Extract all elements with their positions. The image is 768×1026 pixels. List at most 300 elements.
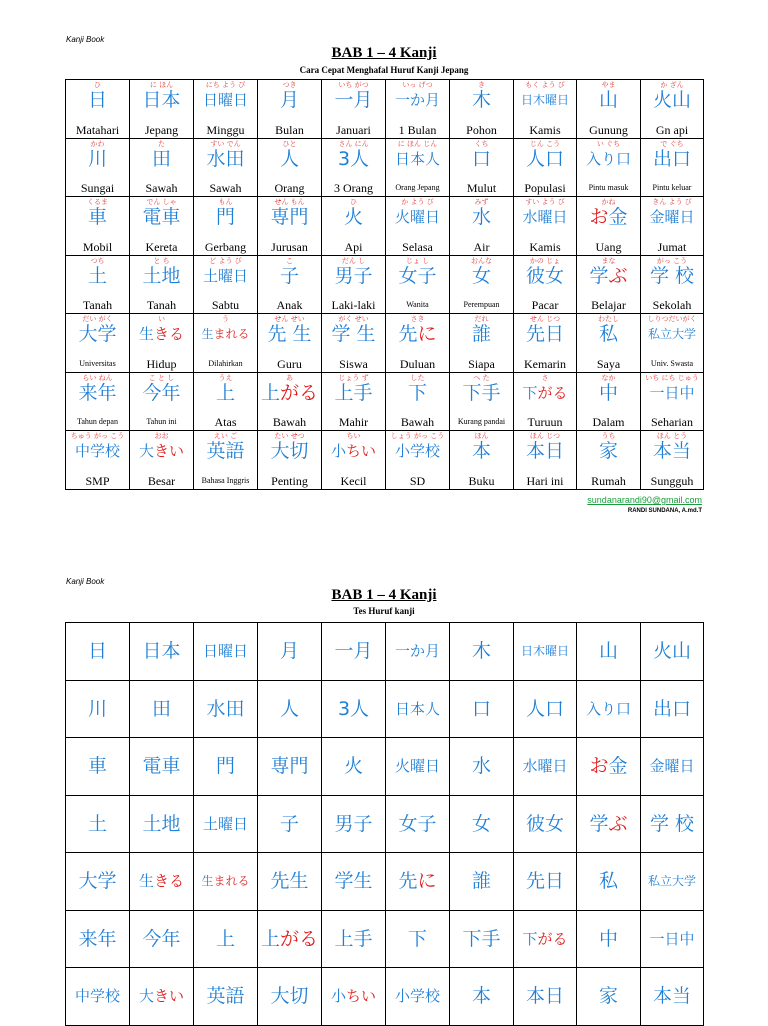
kanji-text [258,753,321,779]
meaning: 1 Bulan [398,123,437,137]
table-row [66,680,704,738]
furigana: だれ [474,315,489,323]
kanji-segment: 金 [608,206,628,228]
furigana: へ た [473,373,490,382]
kanji-segment: 大学 [78,323,117,345]
kanji-segment: 川 [87,147,107,170]
meaning: Sekolah [652,299,692,312]
kanji-segment: 生 [138,872,154,891]
kanji-test-cell [386,968,450,1026]
furigana: じょう ず [338,373,369,382]
kanji-segment: 入り口 [585,699,631,718]
kanji-test-cell [641,795,704,853]
kanji-cell [258,431,322,490]
kanji-cell [322,255,386,314]
kanji-test-cell [258,623,322,681]
kanji-text [577,811,640,837]
kanji-cell [194,80,258,139]
kanji-test-cell [194,623,258,681]
furigana: らい ねん [82,373,113,382]
kanji-test-cell [258,910,322,968]
kanji-cell [450,138,514,197]
kanji-text [514,440,576,462]
furigana: くち [474,139,489,148]
kanji-test-cell [130,853,194,911]
meaning: Tanah [82,299,113,312]
kanji-cell [641,197,704,256]
kanji-segment: 山 [598,640,618,663]
table-row [66,314,704,373]
kanji-text [258,868,321,894]
furigana: にち よう び [205,81,246,89]
table-row [66,255,704,314]
kanji-test-cell [322,680,386,738]
kanji-text [514,696,576,722]
kanji-text [577,696,640,722]
kanji-cell [514,255,577,314]
kanji-test-cell [514,795,577,853]
kanji-segment: 口 [471,147,491,170]
kanji-test-cell [258,795,322,853]
meaning: SMP [85,474,110,488]
furigana: せん せい [274,315,305,323]
kanji-test-cell [514,680,577,738]
kanji-cell [514,138,577,197]
kanji-segment: 電車 [142,206,181,228]
kanji-text [450,265,513,287]
kanji-text [577,983,640,1009]
furigana: ほん じつ [529,432,561,440]
kanji-segment: 女 [471,812,491,835]
furigana: すい よう び [525,198,565,206]
furigana: たい せつ [274,432,305,440]
furigana: ひ [350,198,357,206]
furigana: えい ご [213,432,238,440]
okurigana-segment: がる [537,383,568,402]
author-name: RANDI SUNDANA, A.md.T [627,508,702,514]
meaning: Penting [271,474,308,488]
kanji-cell [450,372,514,431]
furigana: きん よう び [652,198,692,206]
meaning: Sungai [80,182,115,195]
kanji-text [641,983,703,1009]
kanji-segment: 誰 [471,870,491,893]
kanji-segment: 月 [279,640,299,663]
kanji-text [66,323,129,345]
kanji-cell [514,372,577,431]
furigana: じょ し [405,256,430,265]
meaning: Populasi [524,182,566,195]
kanji-segment: 土地 [142,812,181,835]
furigana: う [222,315,229,323]
kanji-text [130,983,193,1009]
kanji-segment: 本日 [525,440,564,462]
kanji-cell [577,197,641,256]
okurigana-segment: に [417,870,437,893]
meaning: Hidup [146,357,177,371]
kanji-segment: 上 [260,927,280,950]
kanji-segment: 私立大学 [647,327,696,341]
kanji-segment: 日本人 [394,699,440,718]
author-email-link[interactable]: sundanarandi90@gmail.com [587,495,702,505]
kanji-test-cell [322,853,386,911]
kanji-text [322,323,385,345]
kanji-segment: 電車 [142,755,181,778]
furigana: い ぐち [596,139,621,148]
kanji-test-cell [130,623,194,681]
kanji-text [386,265,449,287]
furigana: だい がく [82,315,113,323]
kanji-cell [66,80,130,139]
kanji-test-cell [194,795,258,853]
kanji-test-cell [641,910,704,968]
kanji-segment: 日 [87,640,107,663]
kanji-text [130,148,193,170]
kanji-segment: 本 [471,985,491,1008]
furigana: やま [601,81,616,89]
kanji-cell [450,314,514,373]
kanji-segment: 日本 [142,89,181,111]
kanji-segment: 日本人 [394,149,440,168]
table-row [66,372,704,431]
okurigana-segment: お [589,206,609,228]
kanji-segment: 口 [471,697,491,720]
kanji-test-cell [577,853,641,911]
kanji-cell [577,314,641,373]
table-row [66,197,704,256]
kanji-text [130,868,193,894]
kanji-test-cell [322,623,386,681]
kanji-segment: 人 [279,697,299,720]
kanji-cell [514,197,577,256]
kanji-cell [641,80,704,139]
furigana: こ と し [148,373,175,382]
furigana: でん しゃ [146,198,177,206]
kanji-segment: 水曜日 [522,208,568,226]
furigana: かね [601,198,616,206]
furigana: ひと [282,139,297,148]
kanji-text [66,440,129,462]
kanji-segment: 山 [598,89,618,111]
kanji-text [130,323,193,345]
kanji-text [450,323,513,345]
kanji-test-cell [194,968,258,1026]
kanji-cell [66,372,130,431]
meaning: Dalam [592,416,625,429]
kanji-test-cell [258,738,322,796]
kanji-text [386,206,449,228]
furigana: せん じつ [529,315,561,323]
kanji-segment: 火曜日 [394,757,440,776]
kanji-text [386,753,449,779]
kanji-segment: 月 [279,89,299,111]
okurigana-segment: に [417,323,437,345]
kanji-text [66,148,129,170]
kanji-segment: 来年 [78,927,117,950]
kanji-text [66,696,129,722]
meaning: Gunung [589,123,628,137]
kanji-cell [258,80,322,139]
kanji-test-cell [258,853,322,911]
kanji-segment: 下 [407,381,427,404]
kanji-segment: 本日 [525,985,564,1008]
kanji-segment: 子 [279,812,299,835]
kanji-text [450,811,513,837]
kanji-segment: 3人 [337,147,370,170]
kanji-segment: 大切 [270,440,309,462]
okurigana-segment: ぶ [608,812,628,835]
meaning: Jepang [144,123,179,137]
kanji-text [386,148,449,170]
kanji-segment: 英語 [206,440,245,462]
kanji-test-cell [641,738,704,796]
table-row [66,968,704,1026]
kanji-cell [450,431,514,490]
kanji-text [322,926,385,952]
kanji-text [66,89,129,111]
kanji-cell [641,255,704,314]
kanji-cell [66,138,130,197]
kanji-segment: 男子 [334,812,373,835]
kanji-text [577,926,640,952]
meaning: Pintu masuk [588,183,629,192]
kanji-text [322,382,385,404]
meaning: Sawah [145,182,178,195]
kanji-cell [514,431,577,490]
kanji-segment: 日 [87,89,107,111]
kanji-cell [194,431,258,490]
meaning: Belajar [591,299,626,312]
kanji-segment: 大 [138,442,154,460]
kanji-text [322,753,385,779]
furigana: かの じょ [529,256,561,265]
kanji-test-cell [258,680,322,738]
kanji-segment: 彼女 [525,812,564,835]
kanji-text [577,206,640,228]
kanji-text [130,265,193,287]
kanji-segment: 木 [471,640,491,663]
kanji-cell [322,372,386,431]
kanji-test-cell [66,680,130,738]
kanji-cell [641,314,704,373]
kanji-cell [258,255,322,314]
kanji-test-cell [258,968,322,1026]
kanji-text [322,638,385,664]
furigana: き [478,81,485,89]
kanji-cell [130,431,194,490]
meaning: Kamis [529,123,561,137]
meaning: Api [344,240,363,254]
kanji-text [450,983,513,1009]
kanji-test-cell [194,853,258,911]
kanji-text [194,206,257,228]
page-header-1: Kanji Book [66,35,105,44]
kanji-test-cell [194,910,258,968]
kanji-test-cell [130,968,194,1026]
kanji-test-cell [514,738,577,796]
meaning: Buku [468,474,495,488]
kanji-cell [577,431,641,490]
furigana: あ [286,373,293,382]
kanji-cell [66,255,130,314]
meaning: Laki-laki [331,299,376,312]
kanji-segment: 小学校 [394,987,440,1006]
kanji-text [641,811,703,837]
okurigana-segment: きる [154,872,185,891]
kanji-segment: 学 [589,264,609,287]
kanji-segment: 私 [598,870,618,893]
kanji-test-cell [66,738,130,796]
meaning: Air [473,240,490,254]
kanji-cell [641,431,704,490]
kanji-test-cell [130,910,194,968]
kanji-cell [577,372,641,431]
kanji-segment: 一月 [334,89,373,111]
kanji-segment: 先日 [525,870,564,893]
kanji-text [386,868,449,894]
kanji-text [66,382,129,404]
meaning: Atas [214,416,237,429]
kanji-text [386,440,449,462]
kanji-test-cell [514,910,577,968]
furigana: と ち [153,256,170,265]
kanji-segment: 門 [215,755,235,778]
kanji-text [386,696,449,722]
kanji-segment: 先 [398,870,418,893]
kanji-cell [66,197,130,256]
kanji-cell [66,431,130,490]
kanji-segment: 女子 [398,812,437,835]
furigana: くるま [87,198,108,206]
meaning: Bahasa Inggris [201,475,250,485]
kanji-segment: 先 [398,323,418,345]
kanji-text [514,811,576,837]
kanji-segment: 水 [471,206,491,228]
okurigana-segment: まれる [213,327,250,341]
kanji-text [386,382,449,404]
kanji-segment: 大切 [270,985,309,1008]
kanji-cell [130,80,194,139]
furigana: か よう び [401,198,434,206]
kanji-text [322,983,385,1009]
page-title-1: BAB 1 – 4 Kanji [331,45,437,61]
kanji-text [194,811,257,837]
okurigana-segment: ぶ [608,264,628,287]
kanji-test-table [65,622,704,1026]
kanji-test-cell [386,680,450,738]
meaning: Tahun depan [77,417,118,426]
kanji-segment: 本 [471,440,491,462]
furigana: ほん [474,432,489,440]
kanji-text [514,323,576,345]
meaning: Guru [277,357,302,371]
meaning: Gn api [655,123,689,137]
kanji-text [577,638,640,664]
kanji-text [514,983,576,1009]
furigana: ど よう び [209,256,242,265]
kanji-text [322,206,385,228]
kanji-test-cell [194,738,258,796]
kanji-cell [641,138,704,197]
kanji-cell [450,255,514,314]
meaning: Turuun [527,416,563,429]
okurigana-segment: がる [280,927,319,950]
kanji-cell [194,255,258,314]
kanji-text [130,926,193,952]
furigana: なか [601,373,616,382]
kanji-test-cell [450,910,514,968]
kanji-cell [130,314,194,373]
kanji-text [194,638,257,664]
meaning: Kereta [145,240,178,254]
kanji-test-cell [130,795,194,853]
furigana: ほん とう [656,432,688,440]
kanji-cell [194,314,258,373]
kanji-segment: 家 [598,440,618,462]
kanji-segment: 火山 [652,640,691,663]
kanji-segment: 小学校 [394,442,440,460]
kanji-test-cell [66,623,130,681]
kanji-segment: 金曜日 [649,208,695,226]
furigana: かわ [90,139,105,148]
kanji-text [641,753,703,779]
meaning: Besar [147,474,176,488]
kanji-text [450,926,513,952]
meaning: Orang Jepang [395,183,440,192]
kanji-text [66,206,129,228]
kanji-cell [386,197,450,256]
kanji-segment: 田 [151,147,171,170]
kanji-segment: 一か月 [394,642,440,661]
kanji-segment: 一か月 [394,91,440,109]
kanji-segment: 金曜日 [649,757,695,776]
kanji-segment: 日本 [142,640,181,663]
meaning: Kemarin [524,357,566,371]
kanji-segment: 彼女 [525,264,564,287]
kanji-text [130,206,193,228]
kanji-segment: 一月 [334,640,373,663]
kanji-text [66,638,129,664]
kanji-text [386,89,449,111]
meaning: Anak [276,299,303,312]
kanji-text [66,811,129,837]
meaning: Matahari [75,123,120,137]
kanji-text [641,206,703,228]
kanji-segment: 男子 [334,264,373,287]
kanji-test-cell [386,853,450,911]
furigana: さ [541,373,549,382]
kanji-segment: 上 [260,381,280,404]
kanji-text [322,265,385,287]
meaning: Jumat [657,240,687,254]
kanji-text [641,265,703,287]
kanji-text [66,753,129,779]
kanji-test-cell [386,738,450,796]
furigana: つき [282,81,297,89]
kanji-text [66,926,129,952]
kanji-segment: 上 [215,927,235,950]
kanji-text [577,753,640,779]
kanji-text [130,638,193,664]
kanji-segment: 今年 [142,927,181,950]
kanji-study-table [65,79,704,490]
kanji-test-cell [66,795,130,853]
okurigana-segment: ちい [346,442,377,460]
kanji-segment: 学 [589,812,609,835]
kanji-text [450,382,513,404]
meaning: Pacar [531,299,559,312]
kanji-text [641,868,703,894]
